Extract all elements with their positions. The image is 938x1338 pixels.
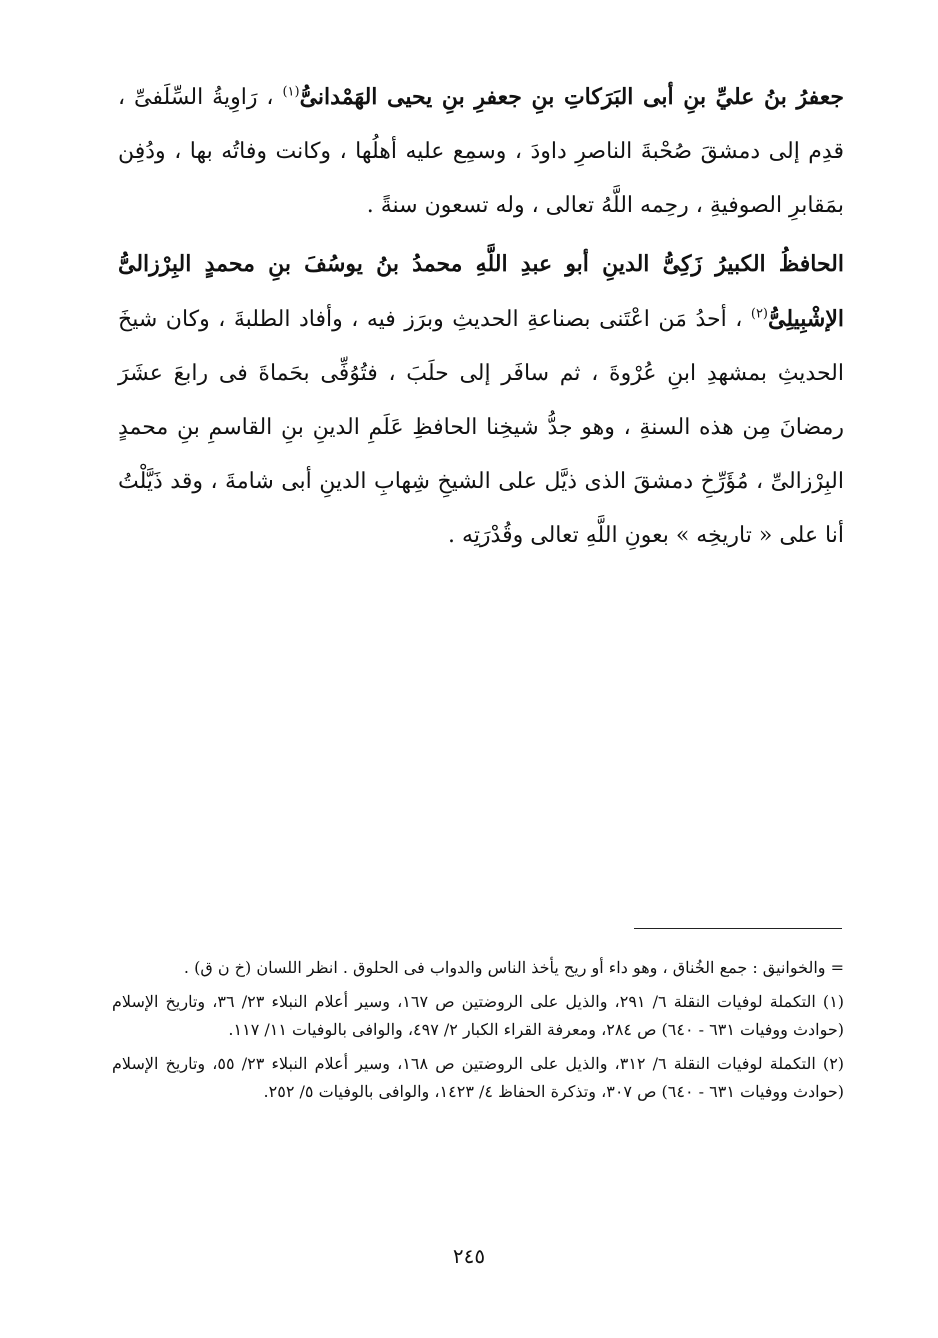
entry-name: الحافظُ الكبيرُ زَكِىُّ الدينِ أبو عبدِ اللَّهِ محمدُ بنُ يوسُفَ بنِ محمدٍ البِرْزالىُّ الإشْبِيلِىُّ (118, 251, 844, 332)
footnotes (112, 954, 844, 1112)
footnote-text: (١) التكملة لوفيات النقلة ٦/ ٢٩١، والذيل على الروضتين ص ١٦٧، وسير أعلام النبلاء ٢٣/ ٣٦، وتاريخ الإسلام (حوادث ووفيات ٦٣١ - ٦٤٠) ص ٢٨٤، ومعرفة القراء الكبار ٢/ ٤٩٧، والوافى بالوفيات ١١/ ١١٧. (112, 992, 845, 1039)
footnote-text: (٢) التكملة لوفيات النقلة ٦/ ٣١٢، والذيل على الروضتين ص ١٦٨، وسير أعلام النبلاء ٢٣/ ٥٥، وتاريخ الإسلام (حوادث ووفيات ٦٣١ - ٦٤٠) ص ٣٠٧، وتذكرة الحفاظ ٤/ ١٤٢٣، والوافى بالوفيات ٥/ ٢٥٢. (112, 1054, 845, 1101)
footnote-divider (634, 928, 842, 929)
footnote-ref: (٢) (750, 306, 768, 322)
entry-paragraph (118, 237, 844, 563)
entry-body: ، أحدُ مَن اعْتَنى بصناعةِ الحديثِ وبرَز فيه ، وأفاد الطلبةَ ، وكان شيخَ الحديثِ بمشهدِ ابنِ عُرْوةَ ، ثم سافَر إلى حلَبَ ، فتُوُفِّى بحَماةَ فى رابعَ عشَرَ رمضانَ مِن هذه السنةِ ، وهو جدُّ شيخِنا الحافظِ عَلَمِ الدينِ بنِ القاسمِ بنِ محمدٍ البِرْزالىِّ ، مُؤَرِّخِ دمشقَ الذى ذيَّل على الشيخِ شِهابِ الدينِ أبى شامةَ ، وقد ذَيَّلْتُ أنا على « تاريخِه » بعونِ اللَّهِ تعالى وقُدْرَتِه . (118, 307, 844, 548)
footnote-text: = والخوانيق : جمع الخُناق ، وهو داء أو ريح يأخذ الناس والدواب فى الحلوق . انظر اللسان (خ ن ق) . (183, 958, 844, 977)
footnote-ref: (١) (282, 84, 300, 100)
entry-name: جعفرُ بنُ عليِّ بنِ أبى البَرَكاتِ بنِ جعفرِ بنِ يحيى الهَمْدانىُّ (299, 84, 844, 110)
main-text (118, 70, 844, 563)
entry-body: ، رَاوِيةُ السِّلَفىِّ ، قدِم إلى دمشقَ صُحْبةَ الناصرِ داودَ ، وسمِع عليه أهلُها ، وكانت وفاتُه بها ، ودُفِن بمَقابرِ الصوفيةِ ، رحِمه اللَّهُ تعالى ، وله تسعون سنةً . (118, 85, 844, 218)
entry-paragraph (118, 70, 844, 233)
page-number: ٢٤٥ (452, 1244, 486, 1268)
